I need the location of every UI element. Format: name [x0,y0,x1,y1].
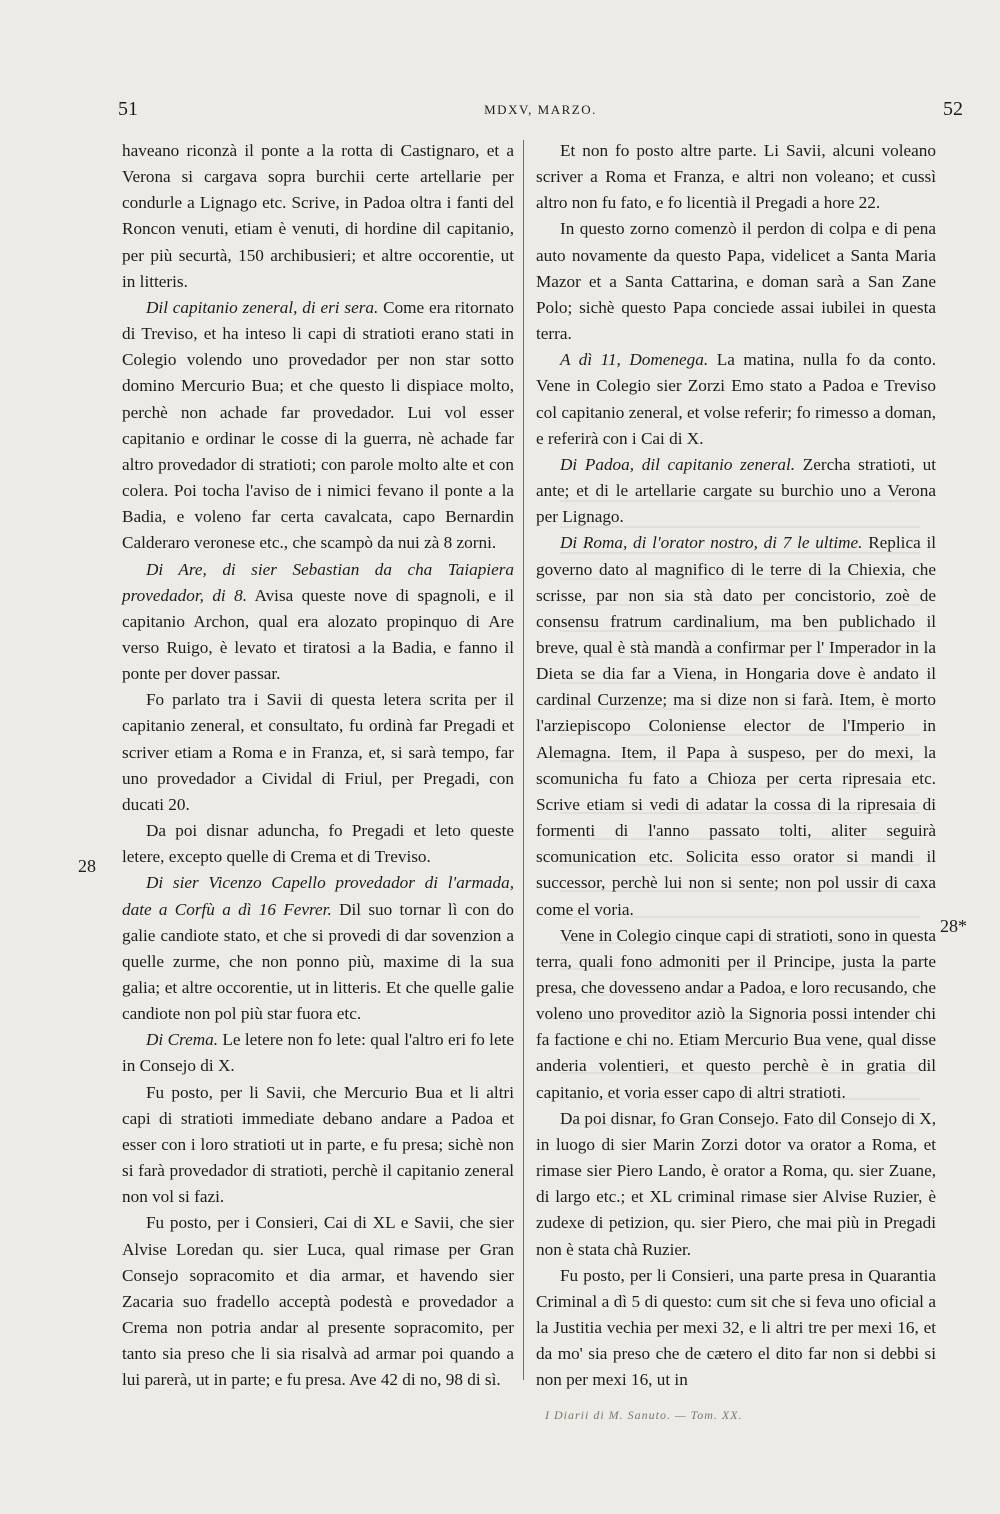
paragraph-body: Zercha stratioti, ut ante; et di le artellarie cargate su burchio uno a Verona per Lignago. [536,454,936,527]
paragraph-heading: Di Crema. [146,1030,219,1050]
page-number-left: 51 [118,98,138,120]
paragraph: In questo zorno comenzò il perdon di colpa e di pena auto novamente da questo Papa, videlicet a Santa Maria Mazor et a Santa Cattarina, e doman sarà a San Zane Polo; sichè questo Papa conciede assai iubilei in questa terra. [536,219,936,344]
paragraph: Fu posto, per i Consieri, Cai di XL e Savii, che sier Alvise Loredan qu. sier Luca, qual rimase per Gran Consejo sopracomito et dia armar, et havendo sier Zacaria suo fradello acceptà podestà e provedador a Crema non potria andar al presente sopracomito, per tanto sia preso che li sia risalvà ad armar poi quando a lui parerà, ut in parte; e fu presa. Ave 42 di no, 98 di sì. [122,1213,514,1390]
paragraph: Et non fo posto altre parte. Li Savii, alcuni voleano scriver a Roma et Franza, e altri non voleano; et cussì altro non fu fato, e fo licentià il Pregadi a hore 22. [536,141,936,213]
paragraph-heading: A dì 11, Domenega. [560,350,709,370]
paragraph-body: Dil suo tornar lì con do galie candiote stato, et che si provedi di dar sovenzion a quelle zurme, che non ponno più, maxime di la sua galia; et altre occorentie, ut in litteris. Et che quelle galie candiote non pol più star fuora etc. [122,899,514,1024]
paragraph: haveano riconzà il ponte a la rotta di Castignaro, et a Verona si cargava sopra burchii certe artellarie per condurle a Lignago etc. Scrive, in Padoa oltra i fanti del Roncon venuti, etiam è venuti, di hordine dil capitanio, per più securtà, 150 archibusieri; et altre occorentie, ut in litteris. [122,141,514,291]
paragraph: Fu posto, per li Consieri, una parte presa in Quarantia Criminal a dì 5 di questo: cum sit che si feva uno oficial a la Justitia vechia per mexi 32, e li altri tre per mexi 16, et da mo' sia preso che de cætero el dito far non si debbi si non per mexi 16, ut in [536,1265,936,1390]
paragraph-heading: Dil capitanio zeneral, di eri sera. [146,297,379,317]
paragraph: Da poi disnar, fo Gran Consejo. Fato dil Consejo di X, in luogo di sier Marin Zorzi dotor va orator a Roma, et rimase sier Piero Lando, è orator a Roma, qu. sier Zuane, di largo etc.; et XL criminal rimase sier Alvise Ruzier, è zudexe di petizion, qu. sier Piero, che mai più in Pregadi non è stata chà Ruzier. [536,1108,936,1259]
paragraph-body: La matina, nulla fo da conto. Vene in Colegio sier Zorzi Emo stato a Padoa e Treviso col capitanio zeneral, et volse referir; fo rimesso a doman, e referirà con i Cai di X. [536,350,936,448]
running-head: MDXV, MARZO. [484,102,597,117]
paragraph: Vene in Colegio cinque capi di stratioti, sono in questa terra, quali fono admoniti per il Principe, justa la parte presa, che dovesseno andar a Padoa, e loro recusando, che voleno uno proveditor aziò la Signoria possi intender chi fa factione e chi no. Etiam Mercurio Bua vene, qual disse anderia volentieri, et questo perchè è in gratia dil capitanio, et voria esser capo di altri stratioti. [536,925,936,1102]
paragraph-body: Come era ritornato di Treviso, et ha inteso li capi di stratioti erano stati in Colegio volendo uno provedador per non star sotto domino Mercurio Bua; et che questo li dispiace molto, perchè non achade far provedador. Lui vol esser capitanio e ordinar le cosse di la guerra, nè achade far altro provedador di stratioti; con parole molto alte et con colera. Poi tocha l'aviso de i nimici fevano il ponte a la Badia, e voleno far certa cavalcata, capo Bernardin Calderaro veronese etc., che scampò da nui zà 8 zorni. [122,297,514,553]
paragraph [536,452,936,530]
paragraph: Da poi disnar aduncha, fo Pregadi et leto queste letere, excepto quelle di Crema et di Treviso. [122,821,514,867]
paragraph [122,1027,514,1079]
paragraph [122,557,514,688]
paragraph [536,347,936,452]
column-divider [523,140,524,1380]
page-header [118,98,963,128]
paragraph-body: Avisa queste nove di spagnoli, e il capitanio Archon, qual era alozato propinquo di Are verso Ruigo, è levato et tiratosi a la Badia, e fanno il ponte per dover passar. [122,585,515,684]
paragraph: Fo parlato tra i Savii di questa letera scrita per il capitanio zeneral, et consultato, fu ordinà far Pregadi et scriver etiam a Roma e in Franza, et, si sarà tempo, far uno provedador a Cividal di Friul, per Pregadi, con ducati 20. [122,690,514,814]
paragraph [122,295,514,557]
right-column [536,138,936,1394]
paragraph-heading: Di Are, di sier Sebastian da cha Taiapiera provedador, di 8. [122,559,514,605]
signature-footer: I Diarii di M. Sanuto. — Tom. XX. [545,1408,743,1422]
page-number-right: 52 [943,98,963,120]
paragraph-heading: Di Roma, di l'orator nostro, di 7 le ultime. [560,533,863,553]
paragraph-heading: Di Padoa, dil capitanio zeneral. [560,454,796,474]
paragraph-body: Replica il governo dato al magnifico di le terre di la Chiexia, che scrisse, par non sia stà dato per concistorio, zoè de consensu fratrum cardinalium, ma ben publichado il breve, qual è stà mandà a confirmar per l' Imperador in la Dieta se dia far a Viena, in Hongaria dove è andato il cardinal Curzenze; ma si dize non si farà. Item, è morto l'arziepiscopo Coloniense elector de l'Imperio in Alemagna. Item, il Papa à suspeso, per do mexi, la scomunicha fu fato a Chioza per certa ripresaia etc. Scrive etiam si vedi di adatar la cossa di la ripresaia di formenti di l'anno passato tolti, aliter seguirà scomunication etc. Solicita esso orator si mandi il successor, perchè lui non si sente; non pol ussir di caxa come el voria. [536,533,936,919]
paragraph [536,530,936,922]
paragraph: Fu posto, per li Savii, che Mercurio Bua et li altri capi di stratioti immediate debano andare a Padoa et esser con i loro stratioti ut in parte, e fu presa; sichè non si farà provedador di stratioti, perchè il capitanio zeneral non vol si fazi. [122,1082,514,1207]
left-column [122,138,514,1394]
paragraph [122,870,514,1027]
paragraph-body: Le letere non fo lete: qual l'altro eri fo lete in Consejo di X. [122,1030,514,1076]
margin-number-right: 28* [940,916,967,936]
margin-number-left: 28 [78,856,96,876]
paragraph-heading: Di sier Vicenzo Capello provedador di l'armada, date a Corfù a dì 16 Fevrer. [122,873,514,919]
